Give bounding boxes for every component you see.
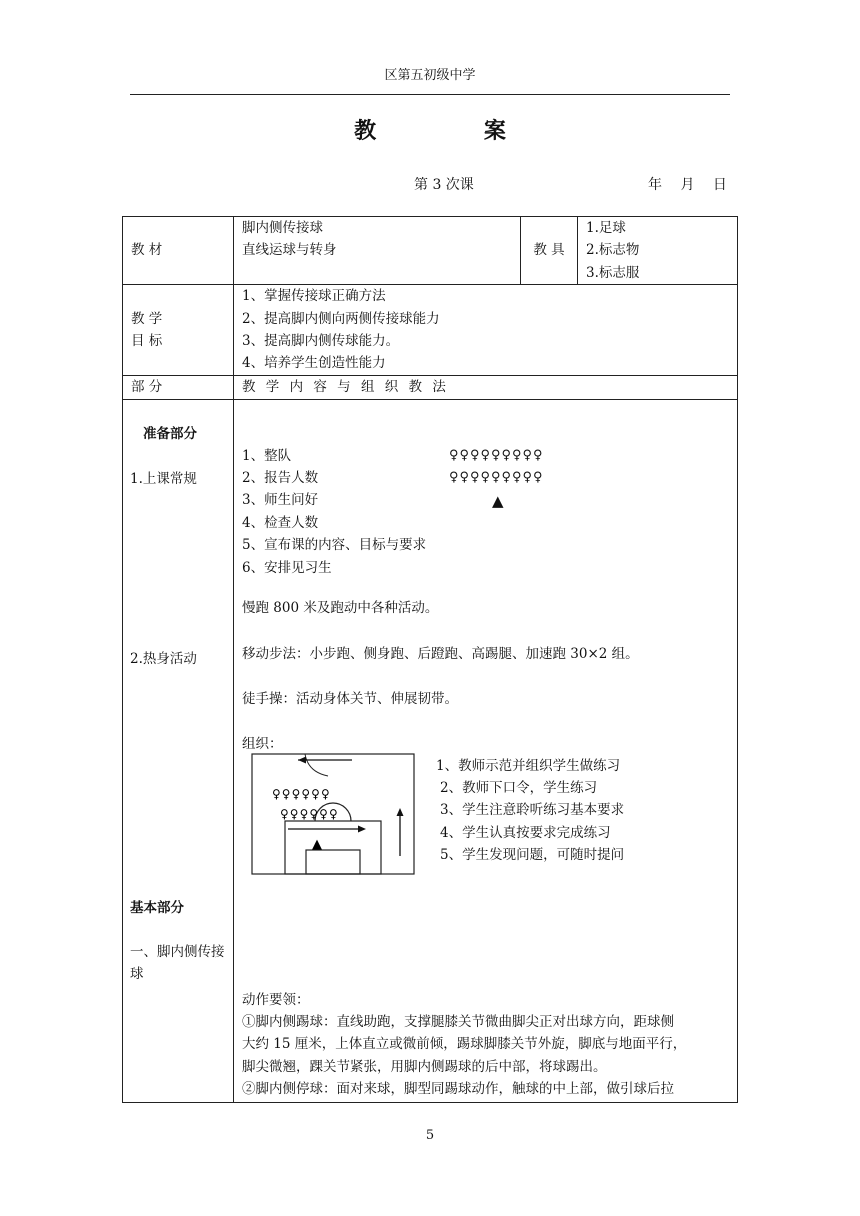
lesson-plan-table xyxy=(122,216,738,1103)
routine-list xyxy=(242,445,426,579)
action-essentials xyxy=(242,989,732,1101)
formation-row: ♀♀♀♀♀♀♀♀♀ xyxy=(449,469,544,485)
teacher-marker: ▲ xyxy=(492,491,504,510)
material-row xyxy=(123,217,738,285)
lesson-number: 第 3 次课 xyxy=(414,177,474,193)
objective-item: 4、培养学生创造性能力 xyxy=(242,355,386,372)
body-row xyxy=(123,399,738,1102)
objective-item: 2、提高脚内侧向两侧传接球能力 xyxy=(242,310,440,327)
org-step: 4、学生认真按要求完成练习 xyxy=(440,824,611,841)
tool-item: 2.标志物 xyxy=(586,242,640,259)
tool-item: 3.标志服 xyxy=(586,264,640,281)
field-diagram xyxy=(250,752,416,876)
warmup-jog: 慢跑 800 米及跑动中各种活动。 xyxy=(242,599,439,616)
routine-item: 2、报告人数 xyxy=(242,470,319,487)
arrowhead-icon xyxy=(358,825,366,832)
routine-item: 4、检查人数 xyxy=(242,514,319,531)
warmup-footwork: 移动步法：小步跑、侧身跑、后蹬跑、高踢腿、加速跑 30×2 组。 xyxy=(242,645,639,662)
header-divider xyxy=(130,94,730,95)
page-number: 5 xyxy=(425,1128,435,1143)
section-header-row xyxy=(123,376,738,399)
material-item: 脚内侧传接球 xyxy=(242,220,323,236)
action-line: 大约 15 厘米，上体直立或微前倾，踢球脚膝关节外旋，脚底与地面平行， xyxy=(242,1036,687,1053)
org-step: 3、学生注意聆听练习基本要求 xyxy=(440,802,625,819)
lesson-date: 年 月 日 xyxy=(648,177,727,193)
player-row: ♀♀♀♀♀♀ xyxy=(272,786,331,801)
objectives-label-line: 教 学 xyxy=(131,310,163,327)
routine-item: 6、安排见习生 xyxy=(242,559,332,576)
body-right-column xyxy=(234,399,738,1102)
routine-item: 5、宣布课的内容、目标与要求 xyxy=(242,537,427,554)
basic-item-label: 一、脚内侧传接球 xyxy=(130,943,225,982)
action-title: 动作要领： xyxy=(242,991,310,1008)
prep-title: 准备部分 xyxy=(143,425,197,442)
org-step: 2、教师下口令，学生练习 xyxy=(440,780,598,797)
tools-list xyxy=(578,217,738,285)
objective-item: 3、提高脚内侧传球能力。 xyxy=(242,333,400,350)
center-arc xyxy=(305,754,328,776)
action-line: ②脚内侧停球：面对来球，脚型同踢球动作，触球的中上部，做引球后拉 xyxy=(242,1081,674,1098)
arrowhead-icon xyxy=(298,756,306,763)
routine-item: 3、师生问好 xyxy=(242,492,319,509)
section-content-label: 教 学 内 容 与 组 织 教 法 xyxy=(234,376,738,399)
org-step: 5、学生发现问题，可随时提问 xyxy=(440,847,625,864)
objectives-list xyxy=(234,285,738,376)
material-label: 教 材 xyxy=(123,217,234,285)
warmup-calisthenics: 徒手操：活动身体关节、伸展韧带。 xyxy=(242,690,458,707)
objectives-label-line: 目 标 xyxy=(131,333,163,350)
body-left-column xyxy=(123,399,234,1102)
arrowhead-icon xyxy=(397,808,404,816)
document-title: 教 案 xyxy=(354,118,556,144)
routine-label: 1.上课常规 xyxy=(130,470,197,487)
action-line: ①脚内侧踢球：直线助跑，支撑腿膝关节微曲脚尖正对出球方向，距球侧 xyxy=(242,1014,674,1031)
material-content xyxy=(234,217,521,285)
material-item: 直线运球与转身 xyxy=(242,242,337,259)
routine-item: 1、整队 xyxy=(242,447,292,464)
player-row: ♀♀♀♀♀♀ xyxy=(280,806,339,821)
tools-label: 教 具 xyxy=(521,217,578,285)
org-steps xyxy=(436,755,624,867)
section-label: 部 分 xyxy=(123,376,234,399)
school-header: 区第五初级中学 xyxy=(384,68,476,83)
objectives-row xyxy=(123,285,738,376)
coach-marker: ▲ xyxy=(312,836,322,852)
org-step: 1、教师示范并组织学生做练习 xyxy=(436,757,621,774)
formation-row: ♀♀♀♀♀♀♀♀♀ xyxy=(449,447,544,463)
tool-item: 1.足球 xyxy=(586,220,626,236)
organization-label: 组织： xyxy=(242,735,283,752)
action-line: 脚尖微翘，踝关节紧张，用脚内侧踢球的后中部，将球踢出。 xyxy=(242,1058,607,1075)
objective-item: 1、掌握传接球正确方法 xyxy=(242,288,386,305)
goal-area xyxy=(306,850,360,874)
basic-title: 基本部分 xyxy=(130,899,184,916)
warmup-label: 2.热身活动 xyxy=(130,650,197,667)
objectives-label xyxy=(123,285,234,376)
